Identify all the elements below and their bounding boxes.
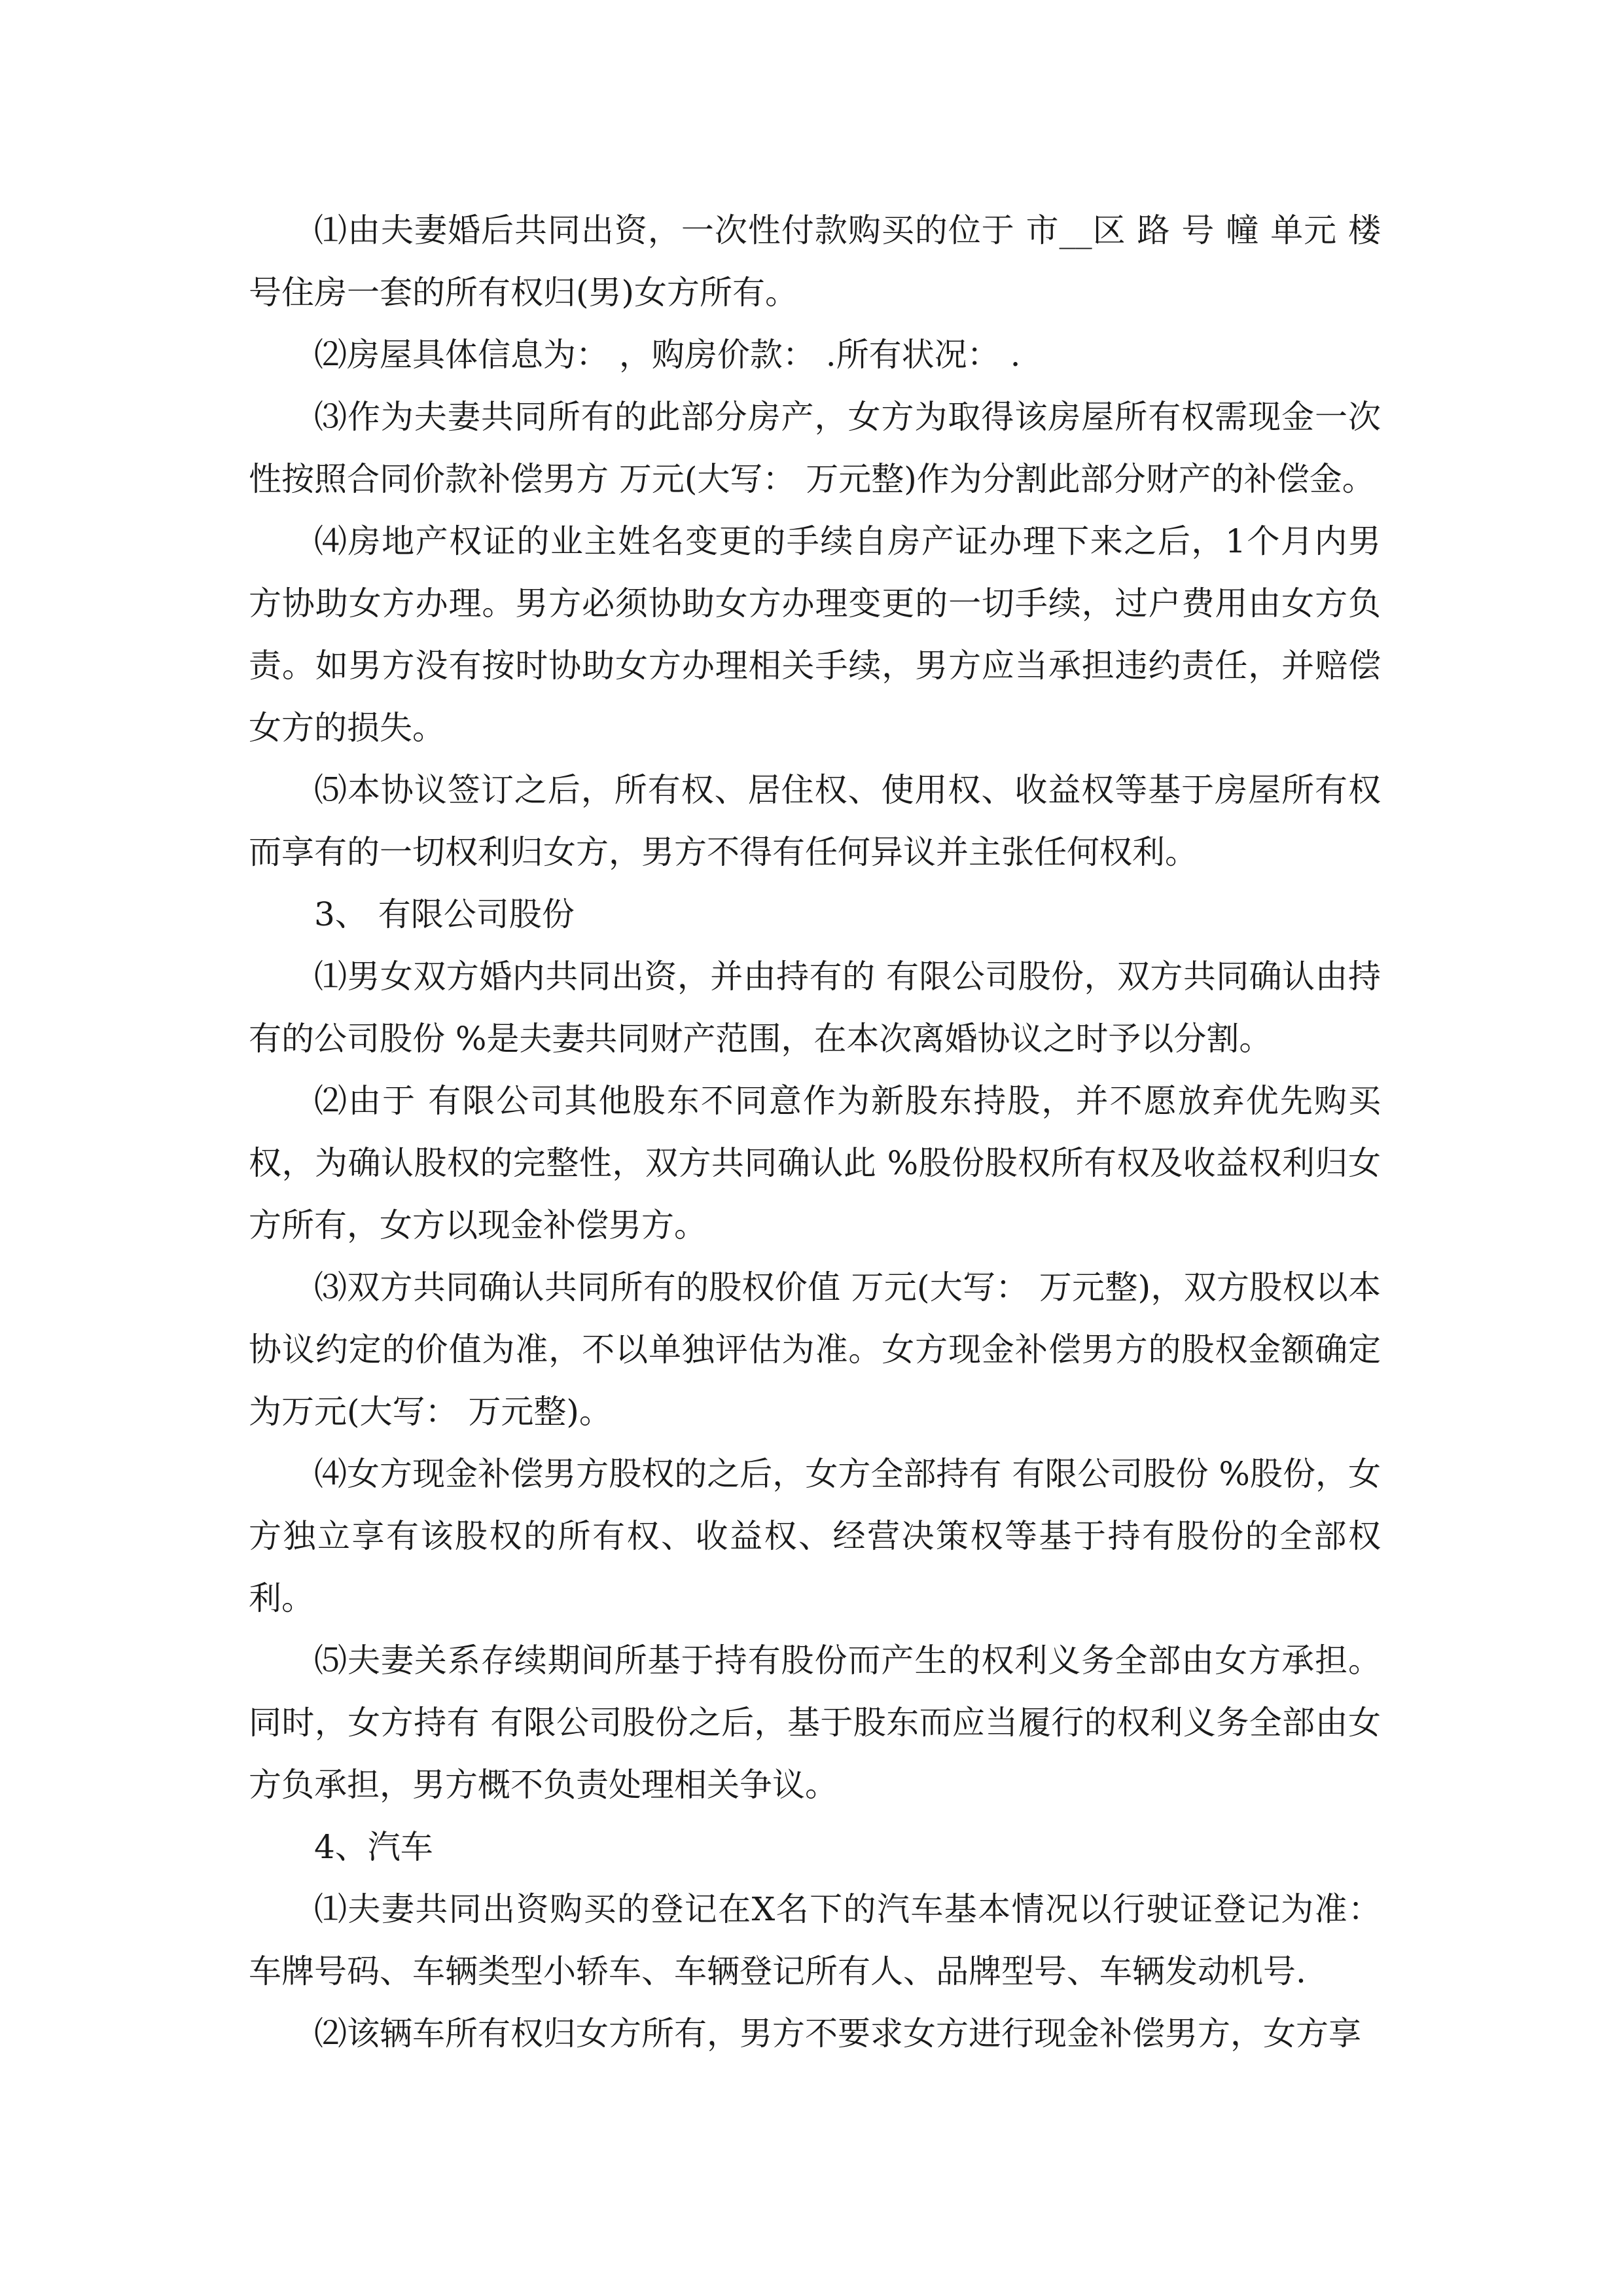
- section-heading-company-shares: 3、 有限公司股份: [314, 895, 575, 933]
- paragraph-car-registration: ⑴夫妻共同出资购买的登记在X名下的汽车基本情况以行驶证登记为准：车牌号码、车辆类型小轿车、车辆登记所有人、品牌型号、车辆发动机号.: [249, 1890, 1381, 1990]
- paragraph-shares-holding: ⑷女方现金补偿男方股权的之后，女方全部持有 有限公司股份 %股份，女方独立享有该股权的所有权、收益权、经营决策权等基于持有股份的全部权利。: [249, 1455, 1381, 1617]
- document-body: [249, 200, 1381, 2065]
- paragraph-shares-obligations: ⑸夫妻关系存续期间所基于持有股份而产生的权利义务全部由女方承担。同时，女方持有 有限公司股份之后，基于股东而应当履行的权利义务全部由女方负承担，男方概不负责处理相关争议。: [249, 1641, 1381, 1804]
- paragraph-car-ownership: ⑵该辆车所有权归女方所有，男方不要求女方进行现金补偿男方，女方享: [314, 2015, 1361, 2053]
- paragraph-house-ownership: ⑴由夫妻婚后共同出资，一次性付款购买的位于 市__区 路 号 幢 单元 楼号住房一套的所有权归(男)女方所有。: [249, 211, 1381, 312]
- paragraph-shares-valuation: ⑶双方共同确认共同所有的股权价值 万元(大写： 万元整)，双方股权以本协议约定的价值为准，不以单独评估为准。女方现金补偿男方的股权金额确定为万元(大写： 万元整)。: [249, 1268, 1381, 1431]
- paragraph-shares-joint-investment: ⑴男女双方婚内共同出资，并由持有的 有限公司股份，双方共同确认由持有的公司股份 %是夫妻共同财产范围，在本次离婚协议之时予以分割。: [249, 958, 1381, 1058]
- paragraph-house-compensation: ⑶作为夫妻共同所有的此部分房产，女方为取得该房屋所有权需现金一次性按照合同价款补偿男方 万元(大写： 万元整)作为分割此部分财产的补偿金。: [249, 398, 1381, 498]
- paragraph-title-transfer: ⑷房地产权证的业主姓名变更的手续自房产证办理下来之后，1个月内男方协助女方办理。男方必须协助女方办理变更的一切手续，过户费用由女方负责。如男方没有按时协助女方办理相关手续，男方应当承担违约责任，并赔偿女方的损失。: [249, 522, 1381, 747]
- paragraph-rights-after-signing: ⑸本协议签订之后，所有权、居住权、使用权、收益权等基于房屋所有权而享有的一切权利归女方，男方不得有任何异议并主张任何权利。: [249, 771, 1381, 871]
- paragraph-shares-preemption: ⑵由于 有限公司其他股东不同意作为新股东持股，并不愿放弃优先购买权，为确认股权的完整性，双方共同确认此 %股份股权所有权及收益权利归女方所有，女方以现金补偿男方。: [249, 1082, 1381, 1244]
- paragraph-house-info: ⑵房屋具体信息为： ，购房价款： .所有状况： .: [314, 336, 1021, 374]
- section-heading-car: 4、汽车: [314, 1828, 433, 1866]
